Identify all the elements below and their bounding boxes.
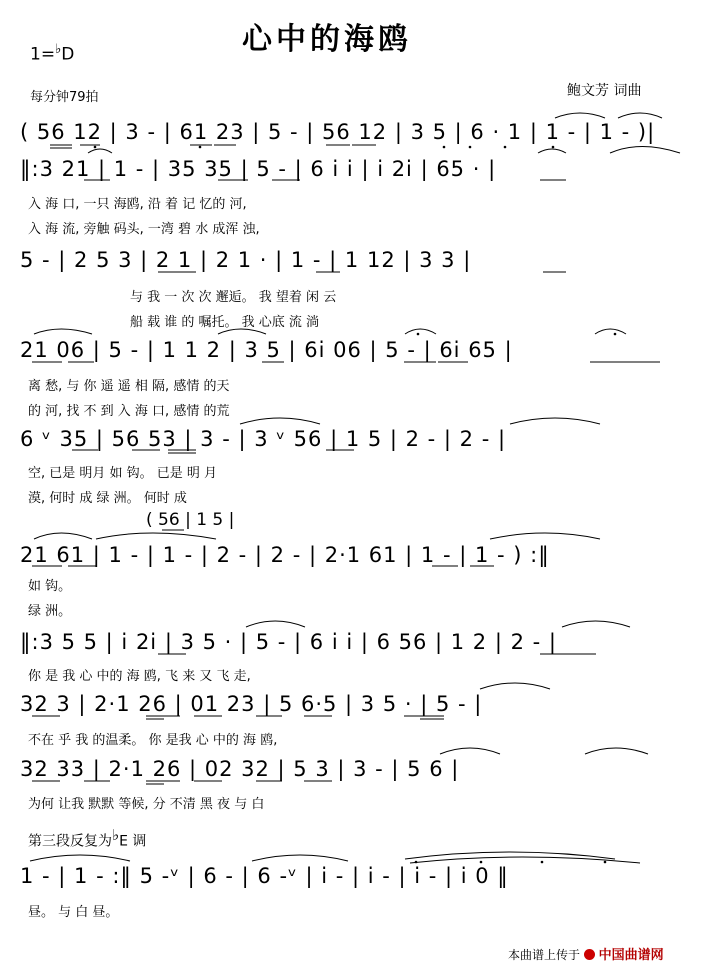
upload-text: 本曲谱上传于	[508, 948, 581, 962]
tie-mark	[240, 418, 320, 424]
tie-mark	[595, 329, 626, 334]
tie-mark	[96, 533, 216, 539]
key-prefix: 1=	[30, 44, 56, 65]
lyric-line-7: 你 是 我 心 中的 海 鸥, 飞 来 又 飞 走,	[28, 669, 251, 684]
octave-dot	[480, 861, 483, 864]
octave-dot	[504, 146, 507, 149]
lyric-line-3a: 与 我 一 次 次 邂逅。 我 望着 闲 云	[130, 290, 337, 305]
tie-mark	[405, 852, 615, 859]
tie-mark	[34, 533, 92, 539]
octave-dot	[199, 146, 202, 149]
octave-dot	[604, 861, 607, 864]
tie-mark	[562, 621, 630, 627]
tie-mark	[538, 149, 566, 153]
octave-dot	[614, 333, 617, 336]
key-letter: D	[61, 44, 75, 65]
octave-dot	[552, 146, 555, 149]
tie-mark	[510, 418, 600, 424]
score-line-7: ‖:3 5 5 | i 2i | 3 5 · | 5 - | 6 i i | 6 56 | 1 2 | 2 - |	[20, 630, 557, 654]
score-line-5: 6 ᵛ 35 | 56 53 | 3 - | 3 ᵛ 56 | 1 5 | 2 - | 2 - |	[20, 427, 507, 451]
score-line-9: 32 33 | 2·1 26 | 02 32 | 5 3 | 3 - | 5 6 |	[20, 757, 460, 781]
modulation-key: E 调	[119, 833, 147, 850]
octave-dot	[469, 146, 472, 149]
tie-mark	[34, 329, 92, 334]
page-title: 心中的海鸥	[242, 22, 412, 57]
author-credit: 鲍文芳 词曲	[567, 83, 642, 99]
site-logo-icon	[584, 949, 595, 960]
lyric-line-6b: 绿 洲。	[28, 604, 72, 619]
score-line-6-top: ( 56 | 1 5 |	[146, 510, 235, 530]
tie-mark	[490, 533, 600, 539]
tie-mark	[252, 855, 348, 861]
lyric-line-2a: 入 海 口, 一只 海鸥, 沿 着 记 忆的 河,	[28, 197, 247, 212]
octave-dot	[415, 861, 418, 864]
octave-dot	[443, 146, 446, 149]
tie-mark	[480, 683, 550, 689]
flat-sign: ♭	[55, 42, 62, 57]
tempo-marking: 每分钟79拍	[30, 90, 99, 105]
brand-name: 中国曲谱网	[598, 948, 664, 963]
lyric-line-6a: 如 钩。	[28, 579, 72, 594]
key-signature	[30, 42, 74, 65]
lyric-line-5a: 空, 已是 明月 如 钩。 已是 明 月	[28, 466, 218, 481]
octave-dot	[541, 861, 544, 864]
tie-mark	[440, 748, 500, 754]
tie-mark	[410, 857, 640, 863]
lyric-line-5b: 漠, 何时 成 绿 洲。 何时 成	[28, 491, 187, 506]
tie-mark	[246, 621, 305, 627]
tie-mark	[30, 855, 130, 861]
lyric-line-8: 不在 乎 我 的温柔。 你 是我 心 中的 海 鸥,	[28, 733, 278, 748]
tie-mark	[610, 147, 680, 154]
score-line-6: 21 61 | 1 - | 1 - | 2 - | 2 - | 2·1 61 | 1 - | 1 - ) :‖	[20, 543, 550, 567]
score-line-10: 1 - | 1 - :‖ 5 -ᵛ | 6 - | 6 -ᵛ | i - | i - | i - | i 0 ‖	[20, 864, 509, 888]
tie-mark	[585, 748, 648, 754]
lyric-line-3b: 船 载 谁 的 嘱托。 我 心底 流 淌	[130, 315, 320, 330]
tie-mark	[88, 149, 112, 153]
tie-mark	[555, 113, 605, 118]
score-line-1: ( 56 12 | 3 - | 61 23 | 5 - | 56 12 | 3 5 | 6 · 1 | 1 - | 1 - )|	[20, 120, 656, 144]
score-line-4: 21 06 | 5 - | 1 1 2 | 3 5 | 6i 06 | 5 - | 6i 65 |	[20, 338, 513, 362]
score-line-8: 32 3 | 2·1 26 | 01 23 | 5 6·5 | 3 5 · | 5 - |	[20, 692, 483, 716]
octave-dot	[94, 146, 97, 149]
footer-upload	[508, 944, 664, 963]
lyric-line-10: 昼。 与 白 昼。	[28, 905, 119, 920]
octave-dot	[417, 333, 420, 336]
lyric-line-4b: 的 河, 找 不 到 入 海 口, 感情 的荒	[28, 404, 230, 419]
modulation-prefix: 第三段反复为	[28, 833, 112, 850]
score-line-3: 5 - | 2 5 3 | 2 1 | 2 1 · | 1 - | 1 12 | 3 3 |	[20, 248, 472, 272]
modulation-note	[28, 826, 146, 851]
lyric-line-4a: 离 愁, 与 你 遥 遥 相 隔, 感情 的天	[28, 379, 230, 394]
lyric-line-2b: 入 海 流, 旁触 码头, 一湾 碧 水 成浑 浊,	[28, 222, 260, 237]
tie-mark	[405, 329, 436, 334]
lyric-line-9: 为何 让我 默默 等候, 分 不清 黑 夜 与 白	[28, 797, 265, 812]
modulation-flat: ♭	[112, 826, 120, 844]
score-line-2: ‖:3 21 | 1 - | 35 35 | 5 - | 6 i i | i 2i | 65 · |	[20, 157, 497, 181]
tie-mark	[618, 113, 662, 118]
